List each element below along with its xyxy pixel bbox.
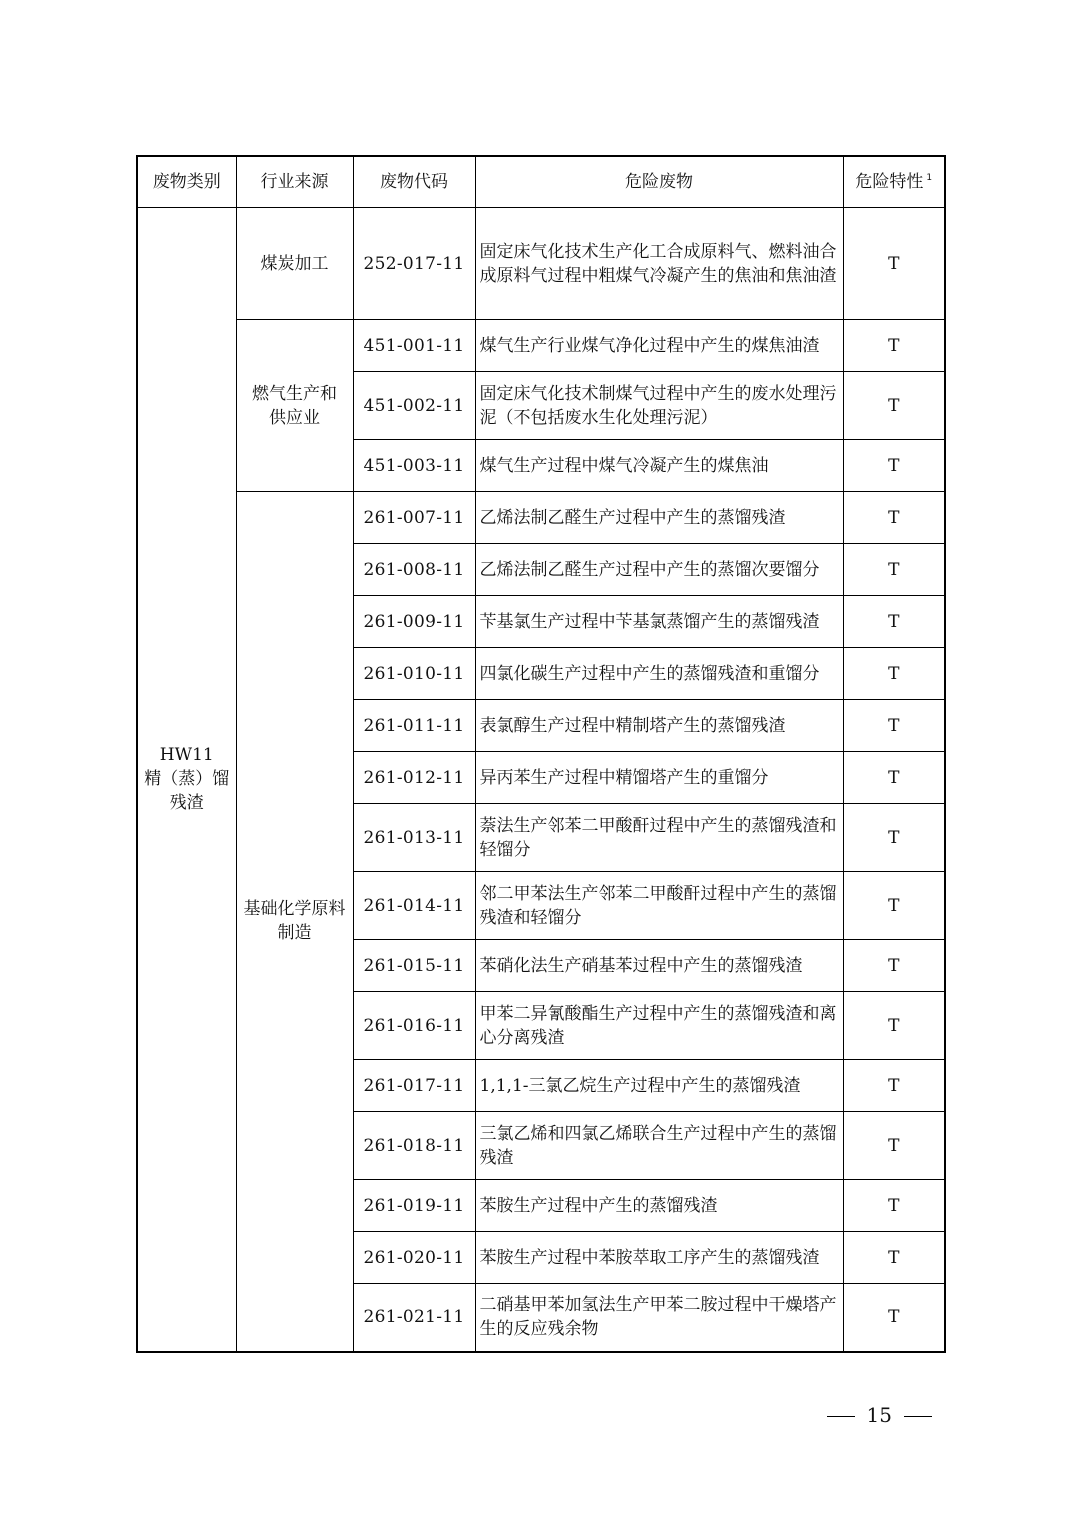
- waste-code: 261-018-11: [353, 1112, 475, 1180]
- waste-description: 乙烯法制乙醛生产过程中产生的蒸馏次要馏分: [475, 544, 843, 596]
- hazard-value: T: [843, 648, 945, 700]
- waste-description: 苯胺生产过程中苯胺萃取工序产生的蒸馏残渣: [475, 1232, 843, 1284]
- hazard-value: T: [843, 440, 945, 492]
- waste-description: 苄基氯生产过程中苄基氯蒸馏产生的蒸馏残渣: [475, 596, 843, 648]
- waste-description: 固定床气化技术生产化工合成原料气、燃料油合成原料气过程中粗煤气冷凝产生的焦油和焦油渣: [475, 208, 843, 320]
- header-category: 废物类别: [137, 156, 236, 208]
- industry-chem-line1: 基础化学原料: [243, 899, 346, 920]
- waste-code: 261-007-11: [353, 492, 475, 544]
- waste-code: 451-002-11: [353, 372, 475, 440]
- waste-description: 邻二甲苯法生产邻苯二甲酸酐过程中产生的蒸馏残渣和轻馏分: [475, 872, 843, 940]
- waste-code: 261-014-11: [353, 872, 475, 940]
- waste-description: 异丙苯生产过程中精馏塔产生的重馏分: [475, 752, 843, 804]
- waste-code: 261-016-11: [353, 992, 475, 1060]
- page-dash-right: [904, 1416, 932, 1417]
- waste-code: 261-020-11: [353, 1232, 475, 1284]
- hazardous-waste-table: [136, 155, 946, 1353]
- waste-description: 三氯乙烯和四氯乙烯联合生产过程中产生的蒸馏残渣: [475, 1112, 843, 1180]
- table-row: [137, 320, 945, 372]
- page-number: 15: [866, 1403, 892, 1427]
- waste-description: 煤气生产过程中煤气冷凝产生的煤焦油: [475, 440, 843, 492]
- hazard-value: T: [843, 872, 945, 940]
- waste-description: 四氯化碳生产过程中产生的蒸馏残渣和重馏分: [475, 648, 843, 700]
- industry-chem-line2: 制造: [277, 923, 312, 944]
- header-hazard-footnote: 1: [926, 173, 933, 183]
- hazard-value: T: [843, 208, 945, 320]
- waste-code: 261-015-11: [353, 940, 475, 992]
- waste-description: 固定床气化技术制煤气过程中产生的废水处理污泥（不包括废水生化处理污泥）: [475, 372, 843, 440]
- table-row: [137, 492, 945, 544]
- waste-code: 261-009-11: [353, 596, 475, 648]
- header-industry: 行业来源: [236, 156, 353, 208]
- waste-description: 煤气生产行业煤气净化过程中产生的煤焦油渣: [475, 320, 843, 372]
- waste-table-container: [136, 155, 944, 1353]
- waste-code: 261-019-11: [353, 1180, 475, 1232]
- waste-code: 261-013-11: [353, 804, 475, 872]
- waste-description: 表氯醇生产过程中精制塔产生的蒸馏残渣: [475, 700, 843, 752]
- waste-code: 252-017-11: [353, 208, 475, 320]
- header-hazard-label: 危险特性: [855, 172, 924, 192]
- table-row: [137, 208, 945, 320]
- waste-description: 乙烯法制乙醛生产过程中产生的蒸馏残渣: [475, 492, 843, 544]
- waste-code: 451-003-11: [353, 440, 475, 492]
- industry-gas-line2: 供应业: [269, 407, 320, 428]
- waste-code: 261-008-11: [353, 544, 475, 596]
- page-number-group: [815, 1403, 944, 1427]
- category-name-line1: 精（蒸）馏: [144, 769, 230, 790]
- table-header-row: [137, 156, 945, 208]
- waste-description: 甲苯二异氰酸酯生产过程中产生的蒸馏残渣和离心分离残渣: [475, 992, 843, 1060]
- hazard-value: T: [843, 1232, 945, 1284]
- category-name-line2: 残渣: [169, 793, 204, 814]
- hazard-value: T: [843, 1180, 945, 1232]
- waste-code: 451-001-11: [353, 320, 475, 372]
- waste-description: 萘法生产邻苯二甲酸酐过程中产生的蒸馏残渣和轻馏分: [475, 804, 843, 872]
- header-code: 废物代码: [353, 156, 475, 208]
- industry-gas-line1: 燃气生产和: [252, 383, 337, 404]
- hazard-value: T: [843, 372, 945, 440]
- industry-gas-cell: [236, 320, 353, 492]
- waste-code: 261-017-11: [353, 1060, 475, 1112]
- hazard-value: T: [843, 940, 945, 992]
- waste-code: 261-011-11: [353, 700, 475, 752]
- page-dash-left: [827, 1416, 855, 1417]
- waste-description: 苯胺生产过程中产生的蒸馏残渣: [475, 1180, 843, 1232]
- hazard-value: T: [843, 492, 945, 544]
- industry-coal-cell: 煤炭加工: [236, 208, 353, 320]
- hazard-value: T: [843, 700, 945, 752]
- waste-code: 261-010-11: [353, 648, 475, 700]
- hazard-value: T: [843, 1060, 945, 1112]
- hazard-value: T: [843, 1112, 945, 1180]
- hazard-value: T: [843, 596, 945, 648]
- category-code: HW11: [159, 745, 214, 766]
- waste-description: 苯硝化法生产硝基苯过程中产生的蒸馏残渣: [475, 940, 843, 992]
- hazard-value: T: [843, 752, 945, 804]
- hazard-value: T: [843, 992, 945, 1060]
- waste-description: 1,1,1-三氯乙烷生产过程中产生的蒸馏残渣: [475, 1060, 843, 1112]
- waste-code: 261-021-11: [353, 1284, 475, 1352]
- waste-code: 261-012-11: [353, 752, 475, 804]
- waste-description: 二硝基甲苯加氢法生产甲苯二胺过程中干燥塔产生的反应残余物: [475, 1284, 843, 1352]
- hazard-value: T: [843, 320, 945, 372]
- header-waste: 危险废物: [475, 156, 843, 208]
- hazard-value: T: [843, 804, 945, 872]
- industry-chem-cell: [236, 492, 353, 1352]
- hazard-value: T: [843, 1284, 945, 1352]
- hazard-value: T: [843, 544, 945, 596]
- waste-category-cell: [137, 208, 236, 1352]
- header-hazard: [843, 156, 945, 208]
